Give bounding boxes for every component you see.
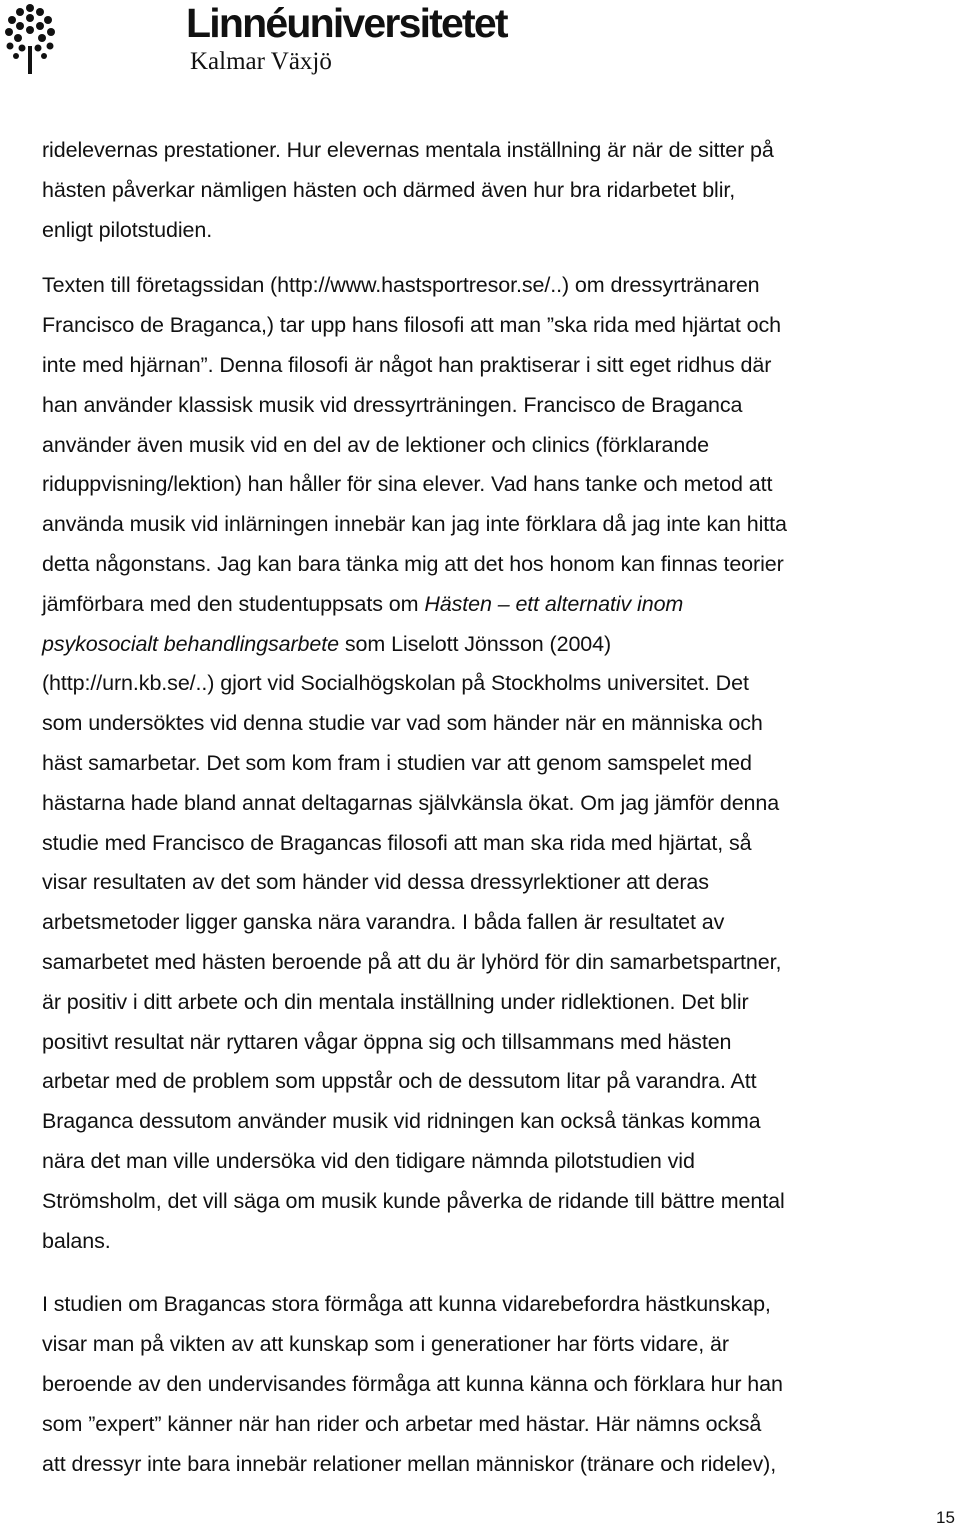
text-line: balans. (42, 1228, 111, 1253)
text-line (42, 625, 960, 665)
paragraph-1 (42, 131, 960, 250)
paragraph-3 (42, 1285, 960, 1484)
text-line: hästen påverkar nämligen hästen och därmed även hur bra ridarbetet blir, (42, 177, 736, 202)
text-line: använda musik vid inlärningen innebär kan jag inte förklara då jag inte kan hitta (42, 512, 787, 537)
text-line: Strömsholm, det vill säga om musik kunde påverka de ridande till bättre mental (42, 1188, 785, 1213)
text-line: studie med Francisco de Bragancas filosofi att man ska rida med hjärtat, så (42, 830, 752, 855)
text-line: ridelevernas prestationer. Hur elevernas mentala inställning är när de sitter på (42, 138, 774, 162)
text-line (42, 585, 960, 625)
text-line: visar resultaten av det som händer vid dessa dressyrlektioner att deras (42, 870, 709, 895)
text-line: häst samarbetar. Det som kom fram i studien var att genom samspelet med (42, 750, 752, 775)
logo-subtitle: Kalmar Växjö (190, 48, 332, 75)
text-line: arbetar med de problem som uppstår och de dessutom litar på varandra. Att (42, 1069, 757, 1094)
text-line: detta någonstans. Jag kan bara tänka mig att det hos honom kan finnas teorier (42, 551, 784, 576)
text-segment: som Liselott Jönsson (2004) (339, 631, 612, 656)
page-number: 15 (936, 1508, 955, 1527)
text-line: beroende av den undervisandes förmåga att kunna känna och förklara hur han (42, 1371, 783, 1396)
text-line: Texten till företagssidan (http://www.hastsportresor.se/..) om dressyrtränaren (42, 273, 760, 298)
text-segment: jämförbara med den studentuppsats om (42, 591, 425, 616)
page-header (0, 0, 960, 90)
text-line: nära det man ville undersöka vid den tidigare nämnda pilotstudien vid (42, 1148, 695, 1173)
text-line: som undersöktes vid denna studie var vad som händer när en människa och (42, 711, 763, 736)
paragraph-2 (42, 266, 960, 1261)
text-line: är positiv i ditt arbete och din mentala inställning under ridlektionen. Det blir (42, 989, 749, 1014)
text-line: han använder klassisk musik vid dressyrträningen. Francisco de Braganca (42, 392, 743, 417)
text-line: arbetsmetoder ligger ganska nära varandra. I båda fallen är resultatet av (42, 910, 725, 935)
logo-name: Linnéuniversitetet (186, 0, 507, 46)
italic-title: Hästen – ett alternativ inom (424, 591, 684, 616)
text-line: (http://urn.kb.se/..) gjort vid Socialhögskolan på Stockholms universitet. Det (42, 671, 749, 696)
text-line: Francisco de Braganca,) tar upp hans filosofi att man ”ska rida med hjärtat och (42, 313, 781, 338)
text-line: visar man på vikten av att kunskap som i generationer har förts vidare, är (42, 1332, 729, 1357)
text-line: att dressyr inte bara innebär relationer mellan människor (tränare och ridelev), (42, 1451, 777, 1476)
text-line: riduppvisning/lektion) han håller för sina elever. Vad hans tanke och metod att (42, 472, 773, 497)
text-line: positivt resultat när ryttaren vågar öppna sig och tillsammans med hästen (42, 1029, 732, 1054)
text-line: inte med hjärnan”. Denna filosofi är något han praktiserar i sitt eget ridhus där (42, 352, 772, 377)
text-line: I studien om Bragancas stora förmåga att kunna vidarebefordra hästkunskap, (42, 1292, 771, 1317)
text-line: samarbetet med hästen beroende på att du är lyhörd för din samarbetspartner, (42, 949, 782, 974)
body-text (42, 131, 960, 1484)
text-line: hästarna hade bland annat deltagarnas självkänsla ökat. Om jag jämför denna (42, 790, 780, 815)
italic-title: psykosocialt behandlingsarbete (42, 631, 340, 656)
text-line: Braganca dessutom använder musik vid ridningen kan också tänkas komma (42, 1109, 761, 1134)
text-line: använder även musik vid en del av de lektioner och clinics (förklarande (42, 432, 709, 457)
tree-icon (4, 2, 56, 76)
text-line: enligt pilotstudien. (42, 217, 213, 242)
text-line: som ”expert” känner när han rider och arbetar med hästar. Här nämns också (42, 1411, 762, 1436)
